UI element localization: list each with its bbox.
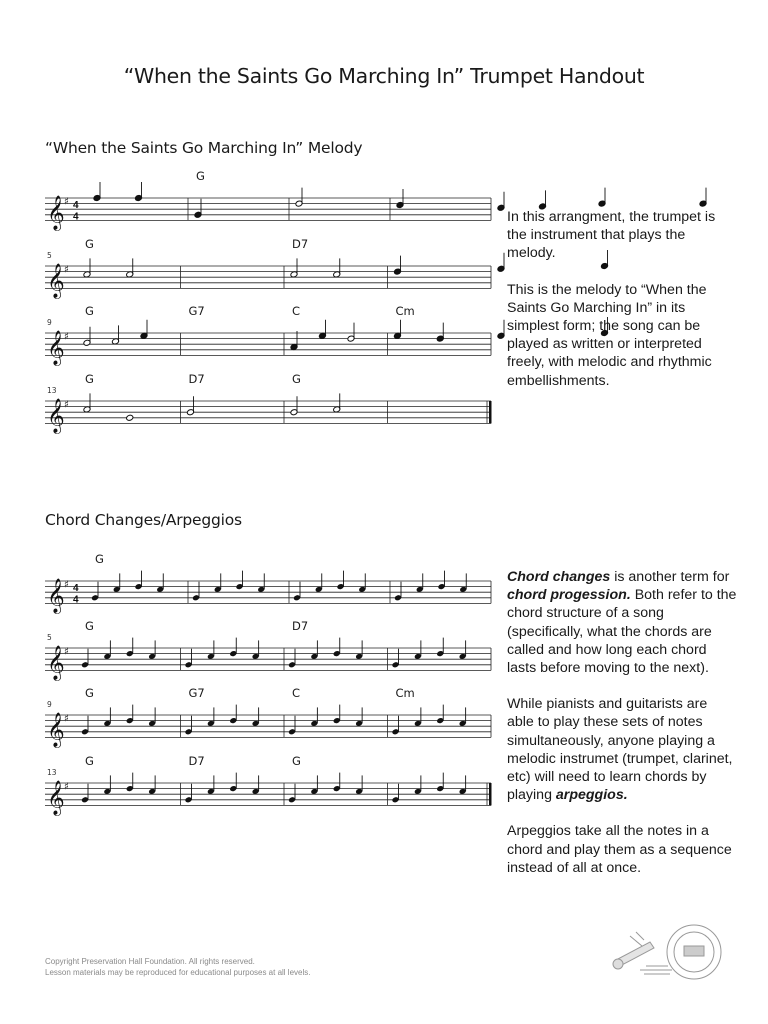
key-sharp-icon: ♯ <box>64 331 69 343</box>
chord-symbol: G <box>85 304 94 318</box>
measure-number: 13 <box>47 386 57 395</box>
measure-number: 5 <box>47 633 52 642</box>
treble-clef-icon: 𝄞 <box>47 263 65 299</box>
chord-symbol: D7 <box>188 372 205 386</box>
measure-number: 5 <box>47 251 52 260</box>
treble-clef-icon: 𝄞 <box>47 330 65 366</box>
chord-symbol: G <box>196 169 205 183</box>
treble-clef-icon: 𝄞 <box>47 398 65 434</box>
copyright-footer <box>45 956 310 978</box>
time-signature-bottom: 4 <box>73 594 79 606</box>
term-arpeggios: arpeggios. <box>555 787 628 804</box>
chords-description <box>507 568 737 895</box>
treble-clef-icon: 𝄞 <box>47 780 65 816</box>
term-chord-progression: chord progession. <box>507 587 631 604</box>
chord-symbol: D7 <box>292 237 309 251</box>
time-signature-top: 4 <box>73 200 79 212</box>
chords-heading: Chord Changes/Arpeggios <box>45 511 242 529</box>
chord-symbol: G <box>95 552 104 566</box>
measure-number: 9 <box>47 318 52 327</box>
final-bar-thick <box>489 783 492 805</box>
melody-paragraph-2: This is the melody to “When the Saints Go Marching In” in its simplest form; the song can be played as written or interpreted freely, with melodic and rhythmic embellishments. <box>507 281 712 389</box>
chord-symbol: G <box>85 686 94 700</box>
melody-paragraph-1: In this arrangment, the trumpet is the instrument that plays the melody. <box>507 209 716 262</box>
treble-clef-icon: 𝄞 <box>47 195 65 231</box>
chords-paragraph-1 <box>507 568 737 677</box>
license-line: Lesson materials may be reproduced for educational purposes at all levels. <box>45 968 311 977</box>
key-sharp-icon: ♯ <box>64 781 69 793</box>
chord-symbol: G <box>85 619 94 633</box>
melody-description <box>507 208 737 408</box>
chord-symbol: C <box>292 304 301 318</box>
preservation-hall-logo <box>610 922 725 987</box>
measure-number: 9 <box>47 700 52 709</box>
text-fragment: is another term for <box>610 569 730 585</box>
key-sharp-icon: ♯ <box>64 196 69 208</box>
chord-symbol: G7 <box>188 686 205 700</box>
text-fragment: Both refer to the chord structure of a song (specifically, what the chords are called and how long each chord lasts before moving to the next). <box>507 587 737 677</box>
text-fragment: While pianists and guitarists are able to play these sets of notes simultaneously, anyone playing a melodic instrumet (trumpet, clarinet, etc) will need to learn chords by playing <box>507 696 733 804</box>
chord-symbol: G <box>292 372 301 386</box>
copyright-line: Copyright Preservation Hall Foundation. All rights reserved. <box>45 957 255 966</box>
measure-number: 13 <box>47 768 57 777</box>
key-sharp-icon: ♯ <box>64 399 69 411</box>
chord-symbol: Cm <box>395 686 415 700</box>
chord-symbol: G <box>85 372 94 386</box>
term-chord-changes: Chord changes <box>507 569 611 585</box>
chord-symbol: C <box>292 686 301 700</box>
chord-symbol: G <box>292 754 301 768</box>
chord-symbol: G <box>85 237 94 251</box>
page-title: “When the Saints Go Marching In” Trumpet Handout <box>123 64 645 88</box>
melody-heading: “When the Saints Go Marching In” Melody <box>45 139 363 157</box>
chords-paragraph-3: Arpeggios take all the notes in a chord and play them as a sequence instead of all at once. <box>507 823 732 876</box>
chord-symbol: Cm <box>395 304 415 318</box>
time-signature-top: 4 <box>73 583 79 595</box>
key-sharp-icon: ♯ <box>64 579 69 591</box>
treble-clef-icon: 𝄞 <box>47 645 65 681</box>
key-sharp-icon: ♯ <box>64 646 69 658</box>
chord-symbol: D7 <box>292 619 309 633</box>
final-bar-thick <box>489 401 492 423</box>
time-signature-bottom: 4 <box>73 211 79 223</box>
key-sharp-icon: ♯ <box>64 713 69 725</box>
treble-clef-icon: 𝄞 <box>47 712 65 748</box>
chord-symbol: G7 <box>188 304 205 318</box>
treble-clef-icon: 𝄞 <box>47 578 65 614</box>
chords-paragraph-2 <box>507 695 737 804</box>
chord-symbol: G <box>85 754 94 768</box>
chord-symbol: D7 <box>188 754 205 768</box>
key-sharp-icon: ♯ <box>64 264 69 276</box>
note-head <box>126 414 134 421</box>
